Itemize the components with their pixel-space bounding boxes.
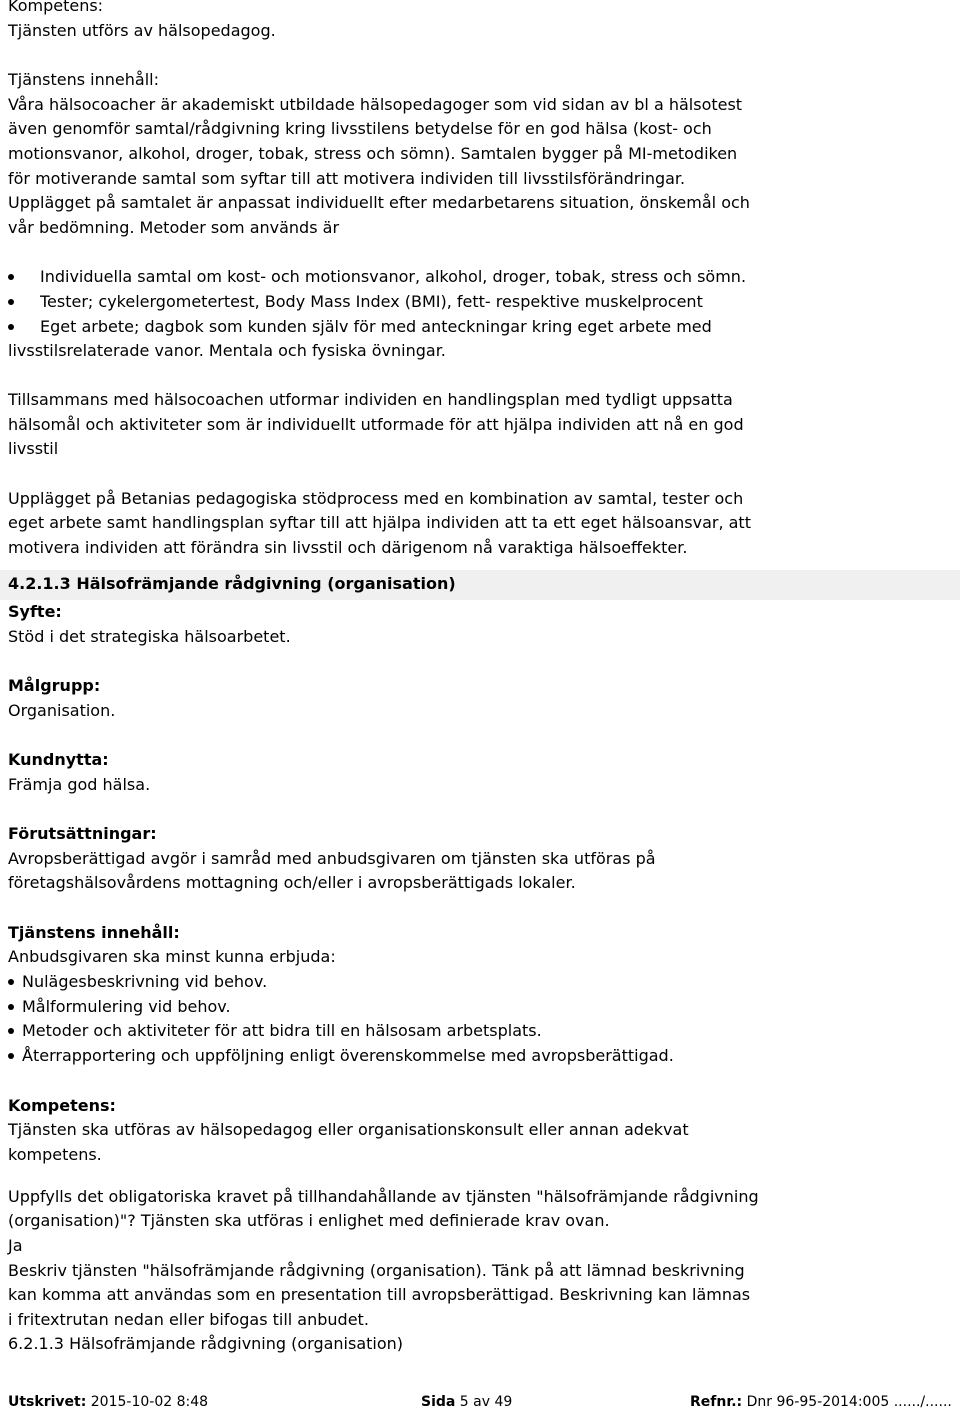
- list-item: Målformulering vid behov.: [22, 997, 231, 1016]
- describe-line: Beskriv tjänsten "hälsofrämjande rådgivning (organisation). Tänk på att lämnad beskrivning: [8, 1261, 745, 1280]
- kundnytta-label: Kundnytta:: [8, 750, 109, 769]
- kompetens-text-2: Tjänsten ska utföras av hälsopedagog eller organisationskonsult eller annan adekvat: [8, 1120, 689, 1139]
- syfte-text: Stöd i det strategiska hälsoarbetet.: [8, 627, 291, 646]
- para1-line: motionsvanor, alkohol, droger, tobak, stress och sömn). Samtalen bygger på MI-metodiken: [8, 144, 738, 163]
- para3-line: Upplägget på Betanias pedagogiska stödprocess med en kombination av samtal, tester och: [8, 489, 744, 508]
- question-line: Uppfylls det obligatoriska kravet på tillhandahållande av tjänsten "hälsofrämjande rådgivning: [8, 1187, 759, 1206]
- footer-printed: [8, 1394, 208, 1410]
- list-item: Tester; cykelergometertest, Body Mass Index (BMI), fett- respektive muskelprocent: [40, 292, 703, 311]
- malgrupp-text: Organisation.: [8, 701, 116, 720]
- kompetens-label: Kompetens:: [8, 0, 104, 15]
- bullet-icon: [8, 324, 14, 330]
- bullet-icon: [8, 1028, 14, 1034]
- malgrupp-label: Målgrupp:: [8, 676, 101, 695]
- footer-page-value: 5 av 49: [455, 1394, 513, 1410]
- list-item: Nulägesbeskrivning vid behov.: [22, 972, 268, 991]
- para2-line: Tillsammans med hälsocoachen utformar individen en handlingsplan med tydligt uppsatta: [8, 390, 733, 409]
- footer-page-label: Sida: [421, 1394, 456, 1410]
- bullet-icon: [8, 1004, 14, 1010]
- para1-line: Upplägget på samtalet är anpassat individuellt efter medarbetarens situation, önskemål och: [8, 193, 750, 212]
- para3-line: motivera individen att förändra sin livsstil och därigenom nå varaktiga hälsoeffekter.: [8, 538, 688, 557]
- para1-line: även genomför samtal/rådgivning kring livsstilens betydelse för en god hälsa (kost- och: [8, 119, 712, 138]
- bullet-icon: [8, 1053, 14, 1059]
- list-item: Individuella samtal om kost- och motionsvanor, alkohol, droger, tobak, stress och sömn.: [40, 267, 747, 286]
- describe-line: kan komma att användas som en presentation till avropsberättigad. Beskrivning kan lämnas: [8, 1285, 751, 1304]
- answer: Ja: [8, 1236, 23, 1255]
- kundnytta-text: Främja god hälsa.: [8, 775, 151, 794]
- page-footer: [0, 1394, 960, 1412]
- innehall-label-2: Tjänstens innehåll:: [8, 923, 180, 942]
- kompetens-label-2: Kompetens:: [8, 1096, 116, 1115]
- list-item-continuation: livsstilsrelaterade vanor. Mentala och fysiska övningar.: [8, 341, 446, 360]
- bullet-icon: [8, 299, 14, 305]
- para1-line: vår bedömning. Metoder som används är: [8, 218, 340, 237]
- section-heading: 4.2.1.3 Hälsofrämjande rådgivning (organisation): [8, 574, 456, 593]
- footer-printed-value: 2015-10-02 8:48: [86, 1394, 209, 1410]
- forutsattningar-text: företagshälsovårdens mottagning och/eller i avropsberättigads lokaler.: [8, 873, 576, 892]
- para1-line: för motiverande samtal som syftar till att motivera individen till livsstilsförändringar.: [8, 169, 686, 188]
- list-item: Återrapportering och uppföljning enligt överenskommelse med avropsberättigad.: [22, 1046, 674, 1065]
- kompetens-text-2: kompetens.: [8, 1145, 102, 1164]
- reference: 6.2.1.3 Hälsofrämjande rådgivning (organisation): [8, 1334, 404, 1353]
- bullet-icon: [8, 979, 14, 985]
- innehall-label: Tjänstens innehåll:: [8, 70, 159, 89]
- bullet-icon: [8, 274, 14, 280]
- footer-refnr-label: Refnr.:: [690, 1394, 743, 1410]
- footer-refnr-value: Dnr 96-95-2014:005 ....../......: [742, 1394, 952, 1410]
- para2-line: livsstil: [8, 439, 59, 458]
- kompetens-text: Tjänsten utförs av hälsopedagog.: [8, 21, 276, 40]
- innehall-intro: Anbudsgivaren ska minst kunna erbjuda:: [8, 947, 336, 966]
- list-item: Metoder och aktiviteter för att bidra till en hälsosam arbetsplats.: [22, 1021, 542, 1040]
- para1-line: Våra hälsocoacher är akademiskt utbildade hälsopedagoger som vid sidan av bl a hälsotest: [8, 95, 743, 114]
- describe-line: i fritextrutan nedan eller bifogas till anbudet.: [8, 1310, 369, 1329]
- para2-line: hälsomål och aktiviteter som är individuellt utformade för att hjälpa individen att nå en god: [8, 415, 744, 434]
- footer-page: [421, 1394, 512, 1410]
- forutsattningar-text: Avropsberättigad avgör i samråd med anbudsgivaren om tjänsten ska utföras på: [8, 849, 656, 868]
- footer-printed-label: Utskrivet:: [8, 1394, 87, 1410]
- footer-refnr: [690, 1394, 952, 1410]
- forutsattningar-label: Förutsättningar:: [8, 824, 157, 843]
- syfte-label: Syfte:: [8, 602, 62, 621]
- list-item: Eget arbete; dagbok som kunden själv för med anteckningar kring eget arbete med: [40, 317, 712, 336]
- para3-line: eget arbete samt handlingsplan syftar till att hjälpa individen att ta ett eget hälsoansvar, att: [8, 513, 751, 532]
- question-line: (organisation)"? Tjänsten ska utföras i enlighet med definierade krav ovan.: [8, 1211, 610, 1230]
